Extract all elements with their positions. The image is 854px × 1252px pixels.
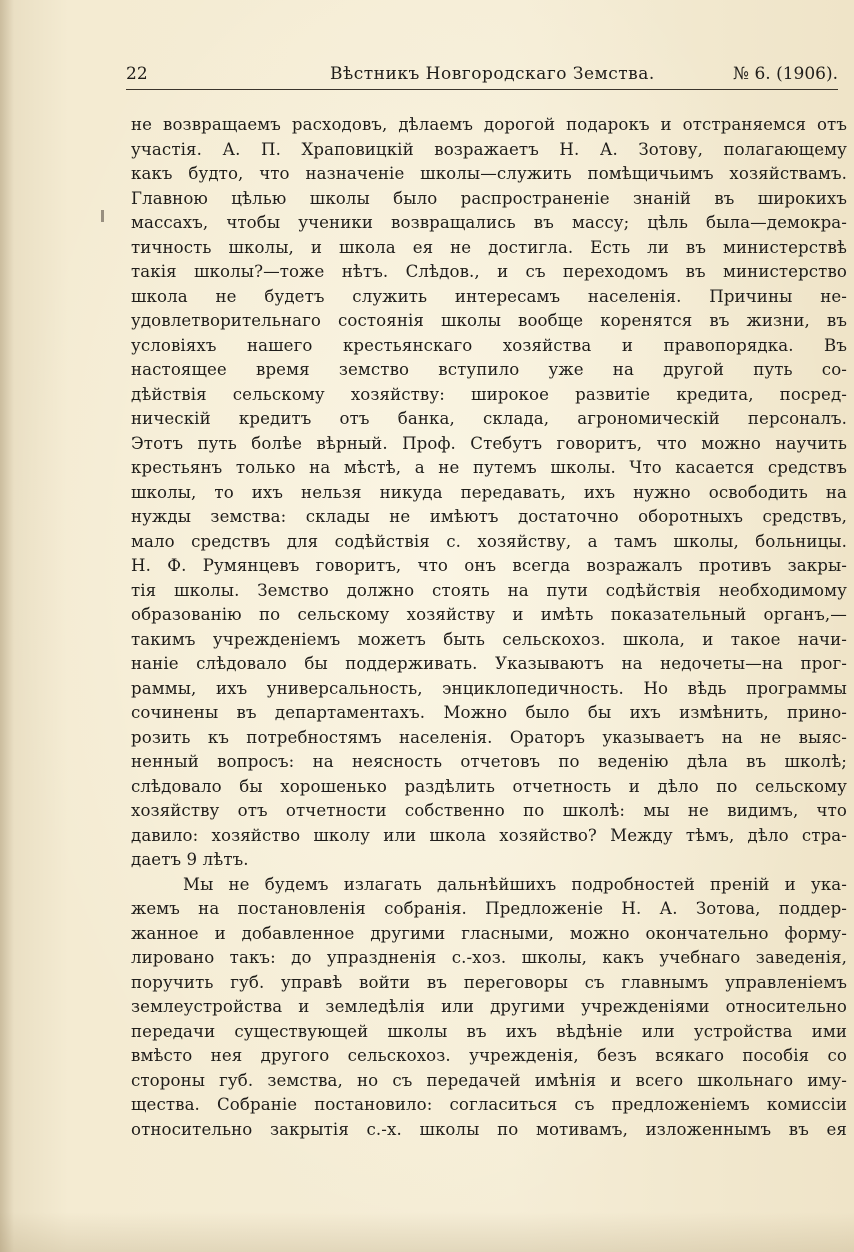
text-line: условіяхъ нашего крестьянскаго хозяйства и правопорядка. Въ: [131, 335, 847, 355]
page-edge-shadow: [0, 0, 14, 1252]
text-line: вмѣсто нея другого сельскохоз. учрежденія, безъ всякаго пособія со: [131, 1046, 847, 1065]
text-line: дѣйствія сельскому хозяйству: широкое развитіе кредита, посред-: [131, 384, 847, 404]
text-line: школы, то ихъ нельзя никуда передавать, ихъ нужно освободить на: [131, 482, 847, 502]
text-line: Мы не будемъ излагать дальнѣйшихъ подробностей преній и ука-: [183, 874, 847, 894]
text-line: мало средствъ для содѣйствія с. хозяйству, а тамъ школы, больницы.: [131, 531, 847, 551]
text-line: такія школы?—тоже нѣтъ. Слѣдов., и съ переходомъ въ министерство: [131, 262, 847, 281]
journal-title: Вѣстникъ Новгородскаго Земства.: [330, 64, 655, 84]
text-line: такимъ учрежденіемъ можетъ быть сельскохоз. школа, и такое начи-: [131, 629, 847, 649]
page-bottom-shadow: [0, 1212, 854, 1252]
text-line: давило: хозяйство школу или школа хозяйство? Между тѣмъ, дѣло стра-: [131, 825, 847, 845]
text-line: крестьянъ только на мѣстѣ, а не путемъ школы. Что касается средствъ: [131, 458, 847, 477]
text-line: Этотъ путь болѣе вѣрный. Проф. Стебутъ говоритъ, что можно научить: [131, 433, 847, 453]
text-line: слѣдовало бы хорошенько раздѣлить отчетность и дѣло по сельскому: [131, 776, 847, 796]
text-line: сочинены въ департаментахъ. Можно было бы ихъ измѣнить, прино-: [131, 703, 847, 722]
text-line: не возвращаемъ расходовъ, дѣлаемъ дорогой подарокъ и отстраняемся отъ: [131, 115, 847, 134]
text-line: какъ будто, что назначеніе школы—служить помѣщичьимъ хозяйствамъ.: [131, 164, 847, 183]
text-line: лировано такъ: до упраздненія с.-хоз. школы, какъ учебнаго заведенія,: [131, 948, 847, 967]
text-line: Н. Ф. Румянцевъ говоритъ, что онъ всегда возражалъ противъ закры-: [131, 556, 847, 575]
text-line: передачи существующей школы въ ихъ вѣдѣніе или устройства ими: [131, 1021, 847, 1041]
text-line: наніе слѣдовало бы поддерживать. Указываютъ на недочеты—на прог-: [131, 654, 847, 673]
text-line: массахъ, чтобы ученики возвращались въ массу; цѣль была—демокра-: [131, 213, 847, 232]
text-line: ненный вопросъ: на неясность отчетовъ по веденію дѣла въ школѣ;: [131, 752, 847, 771]
text-line: жемъ на постановленія собранія. Предложеніе Н. А. Зотова, поддер-: [131, 899, 847, 918]
text-line: землеустройства и земледѣлія или другими учрежденіями относительно: [131, 997, 847, 1016]
text-line: тія школы. Земство должно стоять на пути содѣйствія необходимому: [131, 580, 847, 600]
text-line: тичность школы, и школа ея не достигла. Есть ли въ министерствѣ: [131, 237, 847, 257]
margin-mark: [101, 210, 104, 222]
body-text: [131, 113, 847, 1142]
running-header: [126, 62, 838, 88]
text-line: жанное и добавленное другими гласными, можно окончательно форму-: [131, 923, 847, 943]
text-line: поручить губ. управѣ войти въ переговоры съ главнымъ управленіемъ: [131, 972, 847, 992]
text-line: розить къ потребностямъ населенія. Ораторъ указываетъ на не выяс-: [131, 727, 847, 747]
text-line: Главною цѣлью школы было распространеніе знаній въ широкихъ: [131, 188, 847, 208]
header-rule: [126, 89, 838, 90]
text-line: настоящее время земство вступило уже на другой путь со-: [131, 360, 847, 379]
text-line: школа не будетъ служить интересамъ населенія. Причины не-: [131, 286, 847, 306]
issue-number: № 6. (1906).: [732, 64, 838, 84]
text-line: удовлетворительнаго состоянія школы вообще коренятся въ жизни, въ: [131, 311, 847, 330]
text-line: хозяйству отъ отчетности собственно по школѣ: мы не видимъ, что: [131, 801, 847, 820]
text-line: стороны губ. земства, но съ передачей имѣнія и всего школьнаго иму-: [131, 1070, 847, 1090]
text-line: относительно закрытія с.-х. школы по мотивамъ, изложеннымъ въ ея: [131, 1119, 847, 1139]
text-line: нужды земства: склады не имѣютъ достаточно оборотныхъ средствъ,: [131, 507, 847, 526]
text-line: образованію по сельскому хозяйству и имѣть показательный органъ,—: [131, 605, 847, 624]
text-line: даетъ 9 лѣтъ.: [131, 850, 249, 869]
text-line: участія. А. П. Храповицкій возражаетъ Н. А. Зотову, полагающему: [131, 139, 847, 159]
text-line: щества. Собраніе постановило: согласиться съ предложеніемъ комиссіи: [131, 1095, 847, 1114]
page-number: 22: [126, 64, 148, 84]
text-line: раммы, ихъ универсальность, энциклопедичность. Но вѣдь программы: [131, 678, 847, 698]
text-line: ническій кредитъ отъ банка, склада, агрономическій персоналъ.: [131, 409, 847, 428]
